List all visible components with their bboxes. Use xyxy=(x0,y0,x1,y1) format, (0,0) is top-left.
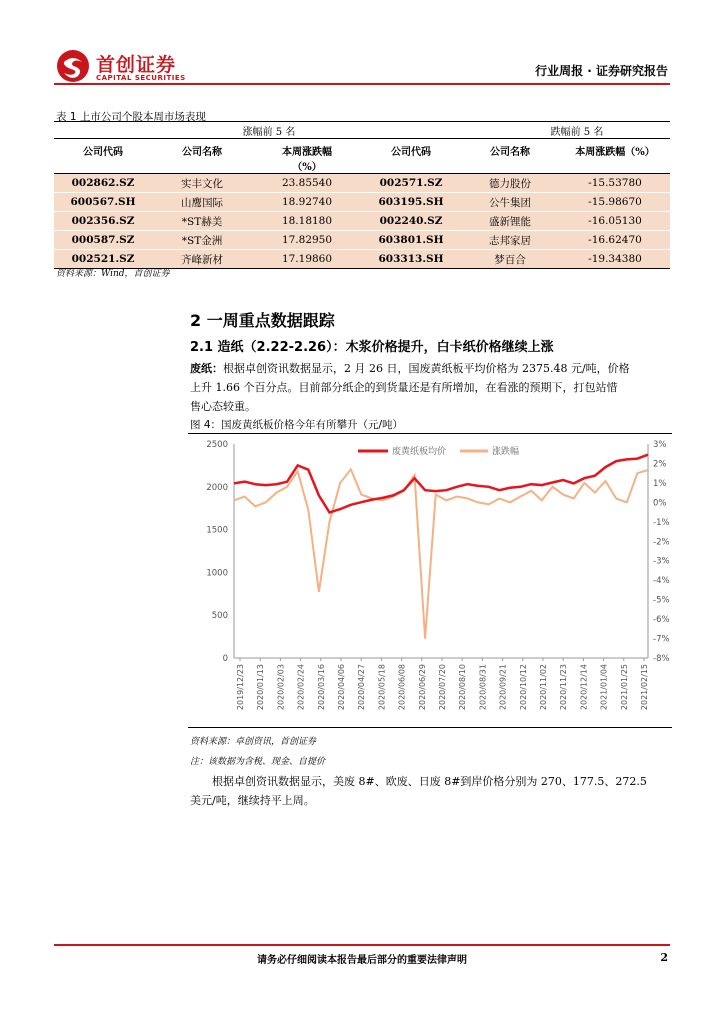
y-right-tick-label: 3% xyxy=(653,440,667,450)
section-heading: 2 一周重点数据跟踪 xyxy=(190,311,335,330)
table-row xyxy=(54,174,670,193)
gainer-code: 000587.SZ xyxy=(54,231,152,250)
company-logo-icon xyxy=(56,49,90,83)
paragraph-line: 售心态较重。 xyxy=(190,400,256,413)
x-tick-label: 2020/12/14 xyxy=(579,664,589,711)
paragraph-import-price xyxy=(190,772,672,810)
page-number: 2 xyxy=(660,951,668,964)
loser-change: -16.62470 xyxy=(560,231,670,250)
table-header-row xyxy=(54,139,670,174)
x-tick-label: 2020/04/06 xyxy=(337,664,346,711)
x-tick-label: 2020/01/13 xyxy=(256,664,266,711)
stock-performance-table xyxy=(54,121,670,269)
footer-divider xyxy=(54,944,670,946)
col-header-change-full: 本周涨跌幅（%） xyxy=(560,139,670,174)
legend-label-change: 涨跌幅 xyxy=(492,447,520,457)
paragraph-line: 美元/吨，继续持平上周。 xyxy=(190,794,315,807)
paragraph-line: 根据卓创资讯数据显示，美废 8#、欧废、日废 8#到岸价格分别为 270、177.5、272.5 xyxy=(212,775,647,788)
loser-name: 盛新锂能 xyxy=(460,212,560,231)
x-tick-label: 2020/08/10 xyxy=(458,664,468,711)
loser-code: 002240.SZ xyxy=(362,212,460,231)
y-left-tick-label: 1500 xyxy=(206,525,228,536)
col-header-change-unit: （%） xyxy=(292,162,322,173)
loser-name: 梦百合 xyxy=(460,250,560,269)
table-source: 资料来源：Wind，首创证券 xyxy=(56,269,170,279)
paragraph-lead: 废纸： xyxy=(190,362,223,375)
y-left-tick-label: 2500 xyxy=(206,440,228,450)
series-change-line xyxy=(234,469,648,638)
figure-source: 资料来源：卓创资讯，首创证券 xyxy=(190,737,317,747)
y-right-tick-label: -6% xyxy=(653,615,670,626)
y-left-tick-label: 1000 xyxy=(206,568,228,579)
gainer-name: *ST赫美 xyxy=(152,212,252,231)
table-row xyxy=(54,212,670,231)
gainer-code: 002356.SZ xyxy=(54,212,152,231)
gainer-code: 600567.SH xyxy=(54,193,152,212)
loser-change: -19.34380 xyxy=(560,250,670,269)
gainer-name: *ST金洲 xyxy=(152,231,252,250)
x-tick-label: 2020/02/03 xyxy=(276,664,286,711)
group-top-losers: 跌幅前 5 名 xyxy=(362,122,670,139)
x-tick-label: 2020/02/24 xyxy=(296,664,306,711)
gainer-name: 齐峰新材 xyxy=(152,250,252,269)
header-divider xyxy=(54,83,670,85)
loser-name: 公牛集团 xyxy=(460,193,560,212)
loser-change: -15.53780 xyxy=(560,174,670,193)
col-header-name: 公司名称 xyxy=(460,139,560,174)
table-row xyxy=(54,193,670,212)
x-tick-label: 2021/01/04 xyxy=(599,664,609,711)
price-chart xyxy=(188,434,672,726)
report-type-label: 行业周报 · 证券研究报告 xyxy=(535,64,668,78)
y-right-tick-label: 2% xyxy=(653,459,667,470)
x-tick-label: 2020/03/16 xyxy=(316,664,326,711)
x-tick-label: 2020/07/20 xyxy=(438,664,447,711)
x-tick-label: 2020/08/31 xyxy=(478,664,488,711)
y-left-tick-label: 500 xyxy=(211,611,228,622)
gainer-name: 实丰文化 xyxy=(152,174,252,193)
figure-title: 图 4：国废黄纸板价格今年有所攀升（元/吨） xyxy=(190,419,404,431)
table-row xyxy=(54,231,670,250)
figure-note: 注：该数据为含税、现金、自提价 xyxy=(190,757,326,767)
gainer-code: 002862.SZ xyxy=(54,174,152,193)
x-tick-label: 2020/11/23 xyxy=(559,664,569,711)
x-tick-label: 2020/04/27 xyxy=(357,664,367,711)
y-right-tick-label: -2% xyxy=(653,537,670,548)
loser-name: 志邦家居 xyxy=(460,231,560,250)
paragraph-waste-paper xyxy=(190,359,672,416)
gainer-change: 18.18180 xyxy=(252,212,362,231)
gainer-code: 002521.SZ xyxy=(54,250,152,269)
y-right-tick-label: -1% xyxy=(653,517,670,528)
paragraph-text: 根据卓创资讯数据显示，2 月 26 日，国废黄纸板平均价格为 2375.48 元/吨，价格 xyxy=(223,362,630,375)
logo-name-cn: 首创证券 xyxy=(96,54,177,76)
y-right-tick-label: -8% xyxy=(653,654,670,664)
y-right-tick-label: -7% xyxy=(653,634,670,645)
loser-code: 002571.SZ xyxy=(362,174,460,193)
col-header-change-label: 本周涨跌幅 xyxy=(282,147,332,158)
x-tick-label: 2020/11/02 xyxy=(539,664,548,711)
col-header-code: 公司代码 xyxy=(54,139,152,174)
loser-code: 603801.SH xyxy=(362,231,460,250)
table-group-row xyxy=(54,122,670,139)
gainer-change: 17.82950 xyxy=(252,231,362,250)
col-header-name: 公司名称 xyxy=(152,139,252,174)
paragraph-line: 上升 1.66 个百分点。目前部分纸企的到货量还是有所增加，在看涨的预期下，打包站惜 xyxy=(190,381,618,394)
loser-change: -15.98670 xyxy=(560,193,670,212)
y-right-tick-label: 0% xyxy=(653,498,667,509)
group-top-gainers: 涨幅前 5 名 xyxy=(54,122,362,139)
y-left-tick-label: 2000 xyxy=(206,482,228,493)
y-right-tick-label: 1% xyxy=(653,478,667,489)
loser-change: -16.05130 xyxy=(560,212,670,231)
loser-code: 603313.SH xyxy=(362,250,460,269)
logo-name-en: CAPITAL SECURITIES xyxy=(96,74,186,82)
col-header-change xyxy=(252,139,362,174)
x-tick-label: 2019/12/23 xyxy=(236,664,245,711)
y-right-tick-label: -5% xyxy=(653,595,670,606)
table-title: 表 1 上市公司个股本周市场表现 xyxy=(56,111,206,123)
gainer-name: 山鹰国际 xyxy=(152,193,252,212)
figure-bottom-rule xyxy=(188,727,672,728)
col-header-code: 公司代码 xyxy=(362,139,460,174)
x-tick-label: 2020/06/08 xyxy=(397,664,407,711)
x-tick-label: 2021/01/25 xyxy=(619,664,629,711)
gainer-change: 18.92740 xyxy=(252,193,362,212)
paragraph-line xyxy=(190,359,672,378)
legend-label-price: 废黄纸板均价 xyxy=(392,447,447,457)
subsection-heading: 2.1 造纸（2.22-2.26）：木浆价格提升，白卡纸价格继续上涨 xyxy=(190,340,554,355)
y-left-tick-label: 0 xyxy=(222,654,228,664)
x-tick-label: 2020/10/12 xyxy=(518,664,528,711)
loser-name: 德力股份 xyxy=(460,174,560,193)
loser-code: 603195.SH xyxy=(362,193,460,212)
y-right-tick-label: -3% xyxy=(653,556,670,567)
x-tick-label: 2020/09/21 xyxy=(498,664,508,711)
x-tick-label: 2020/06/29 xyxy=(417,664,427,711)
gainer-change: 17.19860 xyxy=(252,250,362,269)
y-right-tick-label: -4% xyxy=(653,576,670,587)
x-tick-label: 2020/05/18 xyxy=(377,664,387,711)
footer-disclaimer: 请务必仔细阅读本报告最后部分的重要法律声明 xyxy=(257,955,467,966)
gainer-change: 23.85540 xyxy=(252,174,362,193)
x-tick-label: 2021/02/15 xyxy=(640,664,649,711)
